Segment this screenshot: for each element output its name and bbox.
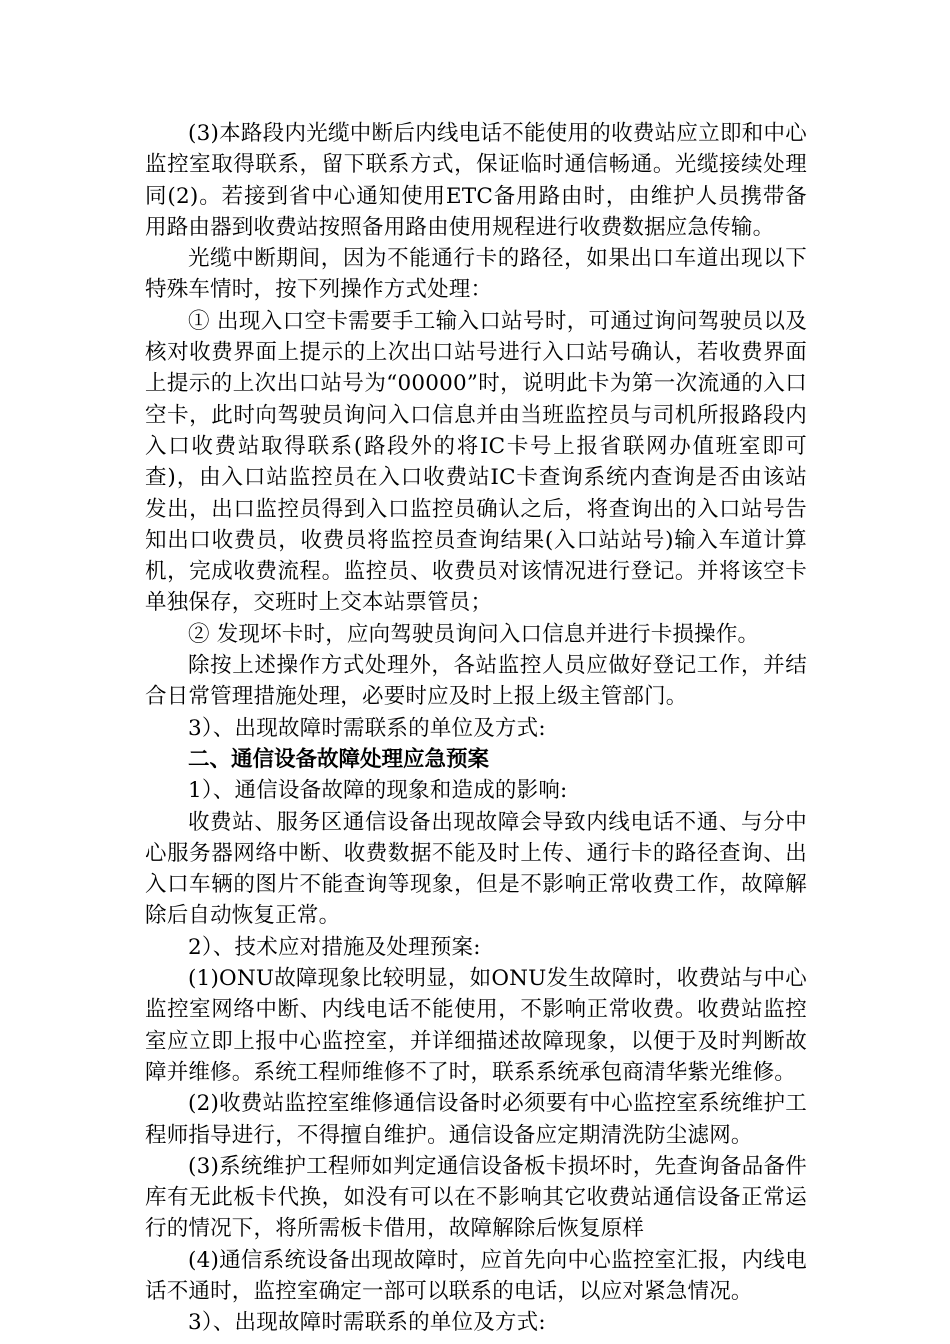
paragraph-measures-title: 2）、技术应对措施及处理预案: bbox=[188, 934, 481, 960]
paragraph-onu-fault: (1)ONU故障现象比较明显，如ONU发生故障时，收费站与中心监控室网络中断、内线电话不能使用，不影响正常收费。收费站监控室应立即上报中心监控室，并详细描述故障现象，以便于及时判断故障并维修。系统工程师维修不了时，联系系统承包商清华紫光维修。 bbox=[145, 966, 807, 1085]
section-heading: 二、通信设备故障处理应急预案 bbox=[188, 746, 490, 772]
paragraph-contact-units-1: 3）、出现故障时需联系的单位及方式: bbox=[188, 715, 546, 741]
paragraph-contact-units-2: 3）、出现故障时需联系的单位及方式: bbox=[188, 1310, 546, 1336]
paragraph-optical-cable-3: (3)本路段内光缆中断后内线电话不能使用的收费站应立即和中心监控室取得联系，留下联系方式，保证临时通信畅通。光缆接续处理同(2)。若接到省中心通知使用ETC备用路由时，由维护人员携带备用路由器到收费站按照备用路由使用规程进行收费数据应急传输。 bbox=[145, 121, 807, 240]
document-body bbox=[145, 118, 807, 1339]
paragraph-maintenance-guidance: (2)收费站监控室维修通信设备时必须要有中心监控室系统维护工程师指导进行，不得擅自维护。通信设备应定期清洗防尘滤网。 bbox=[145, 1091, 807, 1148]
paragraph-report-fault: (4)通信系统设备出现故障时，应首先向中心监控室汇报，内线电话不通时，监控室确定一部可以联系的电话，以应对紧急情况。 bbox=[145, 1247, 807, 1304]
paragraph-board-replacement: (3)系统维护工程师如判定通信设备板卡损坏时，先查询备品备件库有无此板卡代换，如没有可以在不影响其它收费站通信设备正常运行的情况下，将所需板卡借用，故障解除后恢复原样 bbox=[145, 1153, 807, 1242]
paragraph-registration: 除按上述操作方式处理外，各站监控人员应做好登记工作，并结合日常管理措施处理，必要时应及时上报上级主管部门。 bbox=[145, 653, 807, 710]
paragraph-fault-impact-title: 1）、通信设备故障的现象和造成的影响: bbox=[188, 778, 568, 804]
paragraph-empty-card: ① 出现入口空卡需要手工输入口站号时，可通过询问驾驶员以及核对收费界面上提示的上次出口站号进行入口站号确认，若收费界面上提示的上次出口站号为“00000”时，说明此卡为第一次流通的入口空卡，此时向驾驶员询问入口信息并由当班监控员与司机所报路段内入口收费站取得联系(路段外的将IC卡号上报省联网办值班室即可查)，由入口站监控员在入口收费站IC卡查询系统内查询是否由该站发出，出口监控员得到入口监控员确认之后，将查询出的入口站号告知出口收费员，收费员将监控员查询结果(入口站站号)输入车道计算机，完成收费流程。监控员、收费员对该情况进行登记。并将该空卡单独保存，交班时上交本站票管员； bbox=[145, 308, 807, 616]
paragraph-cable-interruption: 光缆中断期间，因为不能通行卡的路径，如果出口车道出现以下特殊车情时，按下列操作方式处理： bbox=[145, 246, 807, 303]
paragraph-fault-impact: 收费站、服务区通信设备出现故障会导致内线电话不通、与分中心服务器网络中断、收费数据不能及时上传、通行卡的路径查询、出入口车辆的图片不能查询等现象，但是不影响正常收费工作，故障解除后自动恢复正常。 bbox=[145, 809, 807, 929]
paragraph-damaged-card: ② 发现坏卡时，应向驾驶员询问入口信息并进行卡损操作。 bbox=[188, 621, 760, 647]
